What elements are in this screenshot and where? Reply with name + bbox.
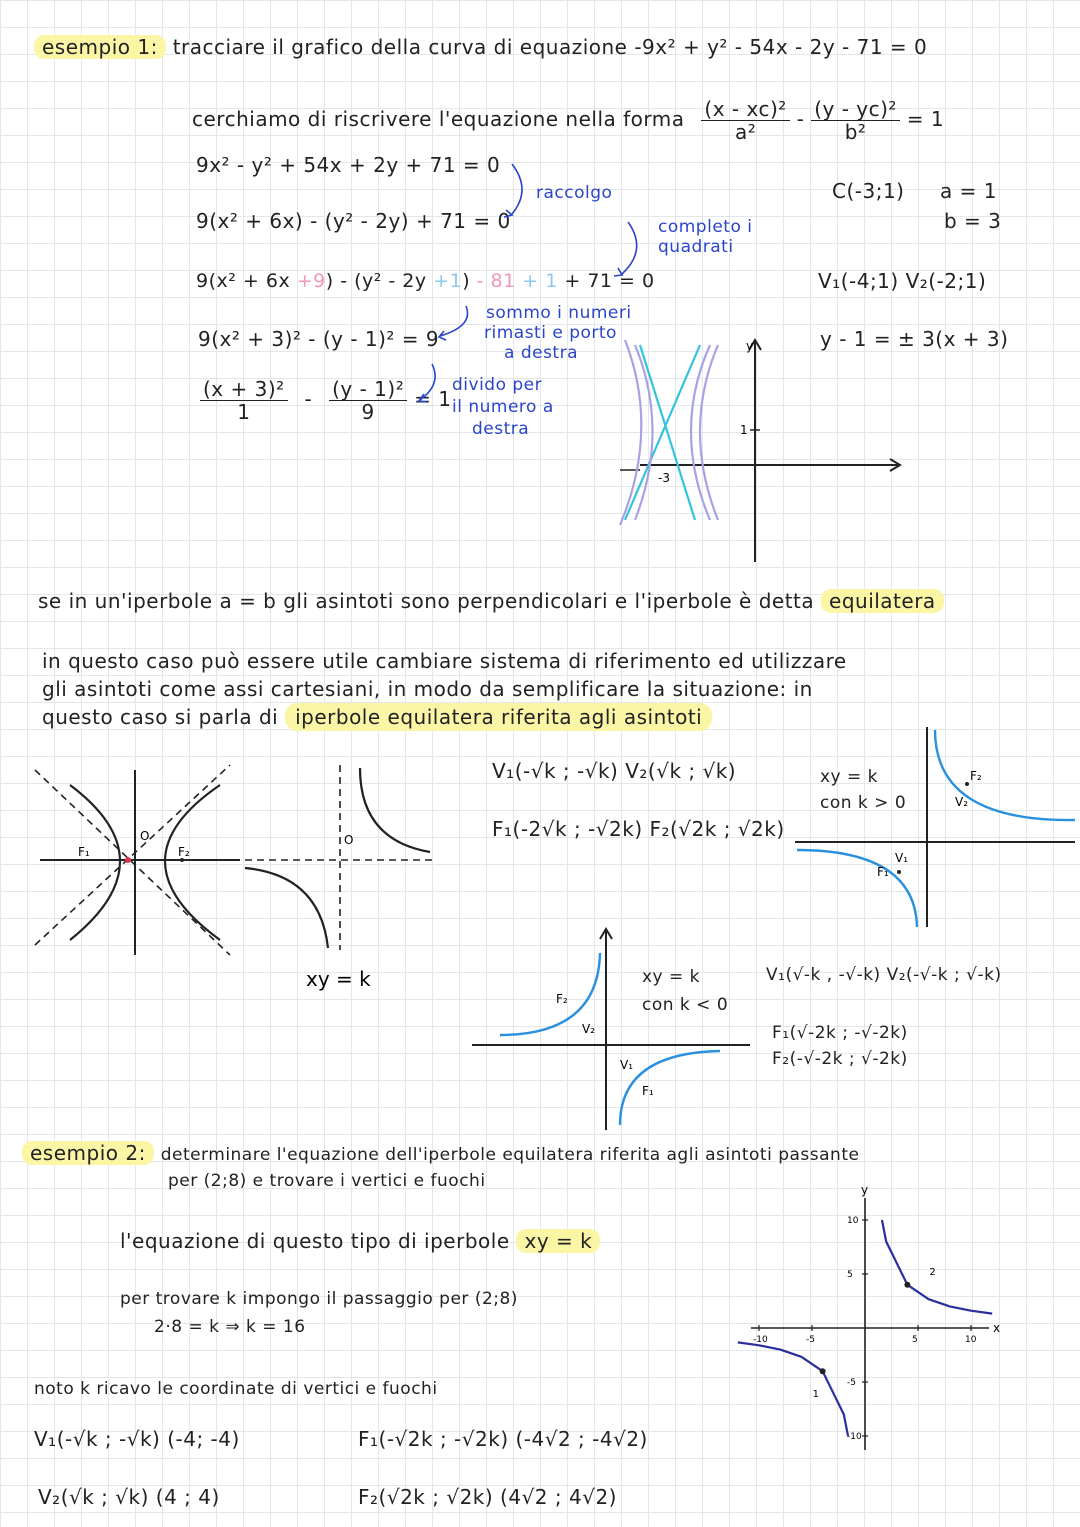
step-1: 9x² - y² + 54x + 2y + 71 = 0 bbox=[196, 153, 501, 177]
sketch-f2-label: F₂ bbox=[178, 845, 190, 859]
chart-y-label: y bbox=[861, 1183, 869, 1197]
kpos-vertices: V₁(-√k ; -√k) V₂(√k ; √k) bbox=[492, 759, 737, 783]
kpos-foci: F₁(-2√k ; -√2k) F₂(√2k ; √2k) bbox=[492, 817, 785, 841]
example2-v1: V₁(-√k ; -√k) (-4; -4) bbox=[34, 1427, 240, 1451]
kneg-v2-label: V₂ bbox=[582, 1022, 596, 1036]
standard-form-fraction-y: $\frac{\text{(y - yc)²}}{\text{b²}}$ bbox=[811, 98, 900, 143]
example2-k-calc: 2·8 = k ⇒ k = 16 bbox=[154, 1317, 306, 1337]
kpos-equation: xy = k bbox=[820, 767, 879, 787]
example2-v2: V₂(√k ; √k) (4 ; 4) bbox=[38, 1485, 220, 1509]
step-2: 9(x² + 6x) - (y² - 2y) + 71 = 0 bbox=[196, 209, 511, 233]
chart-x-tick-label: 5 bbox=[912, 1335, 918, 1345]
standard-form-rhs: = 1 bbox=[906, 107, 945, 131]
note-divido-2: il numero a bbox=[452, 397, 554, 417]
paragraph-line-1: in questo caso può essere utile cambiare sistema di riferimento ed utilizzare bbox=[42, 649, 847, 673]
asymptote-1 bbox=[640, 345, 695, 520]
right-branch bbox=[165, 785, 220, 940]
standard-form-fraction-x: $\frac{\text{(x - xc)²}}{\text{a²}}$ bbox=[701, 98, 789, 143]
kneg-branch-2 bbox=[620, 1051, 720, 1125]
kneg-foci-1: F₁(√-2k ; -√-2k) bbox=[772, 1023, 908, 1043]
kpos-condition: con k > 0 bbox=[820, 793, 907, 813]
asymptotes-example1: y - 1 = ± 3(x + 3) bbox=[820, 327, 1009, 351]
subtracted-81: - 81 bbox=[470, 270, 516, 292]
example1-intro: cerchiamo di riscrivere l'equazione nella forma bbox=[192, 107, 685, 131]
kpos-f2-label: F₂ bbox=[970, 769, 982, 783]
kneg-graph bbox=[470, 925, 760, 1135]
example2-noto: noto k ricavo le coordinate di vertici e fuochi bbox=[34, 1379, 438, 1399]
sketch-xy-k bbox=[240, 760, 450, 990]
example2-f1: F₁(-√2k ; -√2k) (-4√2 ; -4√2) bbox=[358, 1427, 648, 1451]
example2-title-line1 bbox=[22, 1142, 859, 1166]
example2-eq-highlight: xy = k bbox=[516, 1229, 600, 1253]
graph-one-label: 1 bbox=[740, 423, 748, 437]
arrow-completo bbox=[622, 222, 637, 274]
chart-x-tick-label: -10 bbox=[753, 1335, 768, 1345]
note-sommo-1: sommo i numeri bbox=[486, 303, 632, 323]
chart-point-2 bbox=[820, 1368, 826, 1374]
sketch-f1-label: F₁ bbox=[78, 845, 90, 859]
hyperbola-branch-1 bbox=[882, 1220, 992, 1314]
example2-f2: F₂(√2k ; √2k) (4√2 ; 4√2) bbox=[358, 1485, 617, 1509]
asymptote-2 bbox=[625, 345, 700, 520]
step-5: $\frac{\text{(x + 3)²}}{1}$ - $\frac{\text{(y - 1)²}}{9}$ = 1 bbox=[200, 378, 451, 423]
kneg-f2-label: F₂ bbox=[556, 992, 568, 1006]
chart-point-label: 1 bbox=[812, 1389, 819, 1401]
graph-minus3-label: -3 bbox=[658, 471, 670, 485]
kneg-condition: con k < 0 bbox=[642, 995, 729, 1015]
sketch2-equation: xy = k bbox=[306, 967, 371, 991]
paragraph-line-3: questo caso si parla di iperbole equilatera riferita agli asintoti bbox=[42, 706, 712, 728]
sketch-standard-hyperbola bbox=[30, 760, 240, 960]
kneg-v1-label: V₁ bbox=[620, 1058, 634, 1072]
note-sommo-3: a destra bbox=[504, 343, 579, 363]
vertex-marker bbox=[125, 857, 131, 863]
chart-point-label: 2 bbox=[929, 1266, 936, 1278]
subtracted-1: + 1 bbox=[515, 270, 558, 292]
example2-label: esempio 2: bbox=[22, 1141, 154, 1165]
chart-y-tick-label: 10 bbox=[847, 1216, 859, 1226]
left-branch bbox=[70, 785, 120, 940]
graph-y-label: y bbox=[746, 339, 754, 353]
note-sommo-2: rimasti e porto bbox=[484, 323, 617, 343]
chart-y-tick-label: -5 bbox=[847, 1378, 856, 1388]
hyperbola-branch-2 bbox=[738, 1342, 848, 1436]
equilatera-definition: se in un'iperbole a = b gli asintoti sono perpendicolari e l'iperbole è detta equilatera bbox=[38, 590, 944, 612]
vertices-example1: V₁(-4;1) V₂(-2;1) bbox=[818, 269, 987, 293]
a-value: a = 1 bbox=[940, 179, 997, 203]
sketch2-origin-label: O bbox=[344, 833, 354, 847]
hyperbola-left-branch bbox=[635, 345, 653, 520]
note-completo-1: completo i bbox=[658, 217, 753, 237]
kneg-equation: xy = k bbox=[642, 967, 701, 987]
equilatera-highlight: equilatera bbox=[821, 589, 944, 613]
step-4: 9(x² + 3)² - (y - 1)² = 9 bbox=[198, 327, 440, 351]
note-divido-1: divido per bbox=[452, 375, 543, 395]
kpos-f1-label: F₁ bbox=[877, 865, 889, 879]
arrow-divido bbox=[420, 364, 435, 400]
added-nine: +9 bbox=[296, 270, 326, 292]
added-one: +1 bbox=[433, 270, 463, 292]
note-raccolgo: raccolgo bbox=[536, 183, 613, 203]
note-completo-2: quadrati bbox=[658, 237, 734, 257]
arrow-raccolgo bbox=[512, 164, 522, 214]
chart-x-tick-label: -5 bbox=[806, 1335, 815, 1345]
example1-intro-line: cerchiamo di riscrivere l'equazione nella forma $\frac{\text{(x - xc)²}}{\text{a²}}$ - $\frac{\text{(y - yc)²}}{\text{b²}}$ = 1 bbox=[192, 97, 945, 144]
example2-chart bbox=[730, 1183, 1030, 1480]
kneg-f1-label: F₁ bbox=[642, 1084, 654, 1098]
kpos-v1-label: V₁ bbox=[895, 851, 909, 865]
step-3: 9(x² + 6x +9) - (y² - 2y +1) - 81 + 1 + 71 = 0 bbox=[196, 270, 655, 292]
kneg-vertices: V₁(√-k , -√-k) V₂(-√-k ; √-k) bbox=[766, 965, 1002, 985]
example1-task: tracciare il grafico della curva di equazione -9x² + y² - 54x - 2y - 71 = 0 bbox=[172, 35, 928, 59]
kpos-graph bbox=[795, 722, 1080, 932]
kneg-foci-2: F₂(-√-2k ; √-2k) bbox=[772, 1049, 908, 1069]
center-coords: C(-3;1) bbox=[832, 179, 905, 203]
iperbole-riferita-highlight: iperbole equilatera riferita agli asintoti bbox=[285, 703, 712, 731]
kpos-v2-label: V₂ bbox=[955, 795, 969, 809]
example1-hyperbola-graph bbox=[600, 330, 920, 570]
example2-eq-type: l'equazione di questo tipo di iperbole xy = k bbox=[120, 1230, 600, 1252]
example2-k-line: per trovare k impongo il passaggio per (2;8) bbox=[120, 1289, 518, 1309]
chart-x-label: x bbox=[993, 1321, 1001, 1335]
chart-y-tick-label: 5 bbox=[847, 1270, 853, 1280]
example2-task: determinare l'equazione dell'iperbole equilatera riferita agli asintoti passante bbox=[160, 1145, 860, 1165]
paragraph-line-2: gli asintoti come assi cartesiani, in modo da semplificare la situazione: in bbox=[42, 677, 813, 701]
example1-label: esempio 1: bbox=[34, 35, 166, 59]
note-divido-3: destra bbox=[472, 419, 530, 439]
b-value: b = 3 bbox=[944, 209, 1002, 233]
chart-y-tick-label: -10 bbox=[847, 1432, 862, 1442]
sketch-origin-label: O bbox=[140, 829, 150, 843]
example2-title-line2: per (2;8) e trovare i vertici e fuochi bbox=[168, 1171, 486, 1191]
chart-x-tick-label: 10 bbox=[965, 1335, 977, 1345]
chart-point-1 bbox=[904, 1282, 910, 1288]
